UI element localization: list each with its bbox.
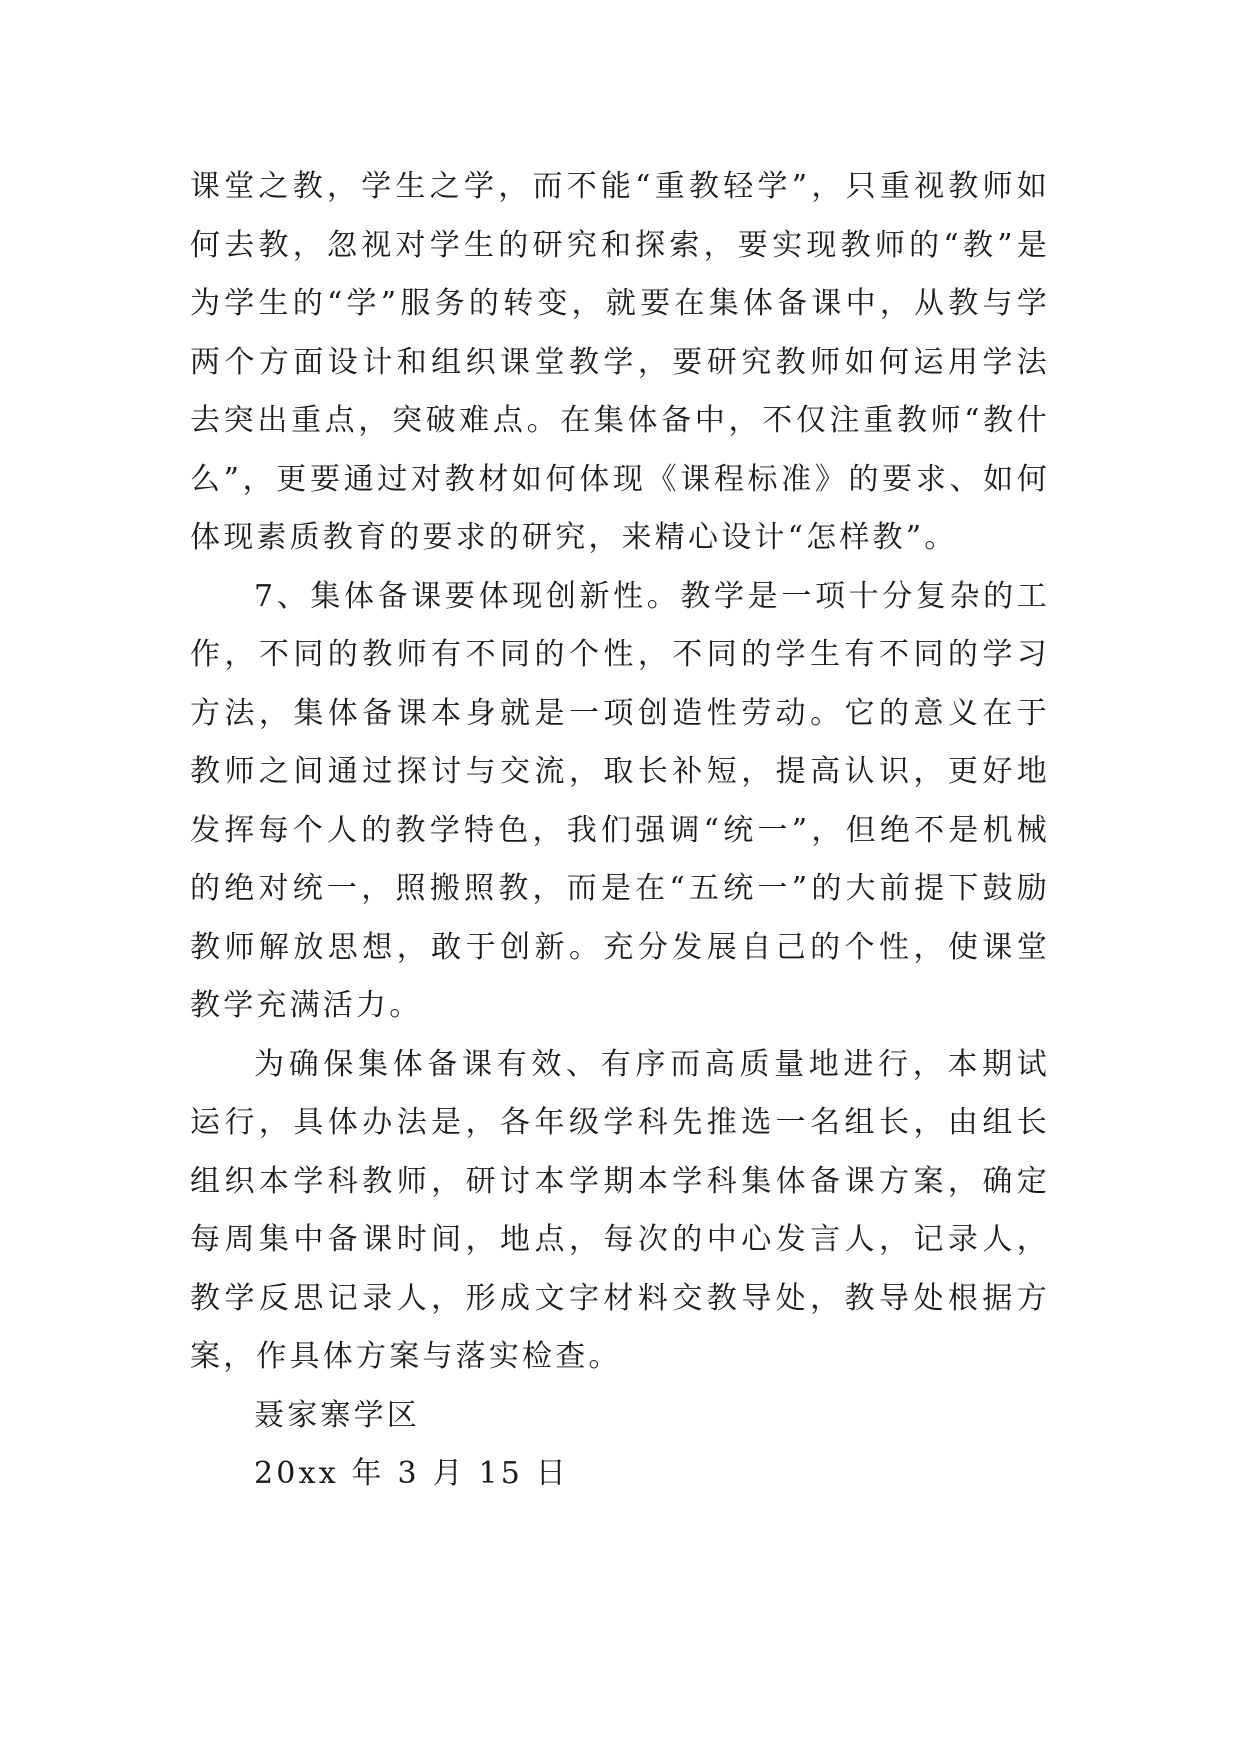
signature-organization: 聂家寨学区 xyxy=(254,1397,420,1433)
paragraph-innovation: 7、集体备课要体现创新性。教学是一项十分复杂的工作，不同的教师有不同的个性，不同的学生有不同的学习方法，集体备课本身就是一项创造性劳动。它的意义在于教师之间通过探讨与交流，取长补短，提高认识，更好地发挥每个人的教学特色，我们强调“统一”，但绝不是机械的绝对统一，照搬照教，而是在“五统一”的大前提下鼓励教师解放思想，敢于创新。充分发展自己的个性，使课堂教学充满活力。 xyxy=(190,578,1050,1023)
signature-date: 20xx 年 3 月 15 日 xyxy=(254,1456,569,1491)
paragraph-continued: 课堂之教，学生之学，而不能“重教轻学”，只重视教师如何去教，忽视对学生的研究和探索，要实现教师的“教”是为学生的“学”服务的转变，就要在集体备课中，从教与学两个方面设计和组织课堂教学，要研究教师如何运用学法去突出重点，突破难点。在集体备中，不仅注重教师“教什么”，更要通过对教材如何体现《课程标准》的要求、如何体现素质教育的要求的研究，来精心设计“怎样教”。 xyxy=(190,169,1050,555)
document-body xyxy=(190,158,1050,1504)
paragraph-implementation: 为确保集体备课有效、有序而高质量地进行，本期试运行，具体办法是，各年级学科先推选一名组长，由组长组织本学科教师，研讨本学期本学科集体备课方案，确定每周集中备课时间，地点，每次的中心发言人，记录人，教学反思记录人，形成文字材料交教导处，教导处根据方案，作具体方案与落实检查。 xyxy=(190,1046,1050,1374)
